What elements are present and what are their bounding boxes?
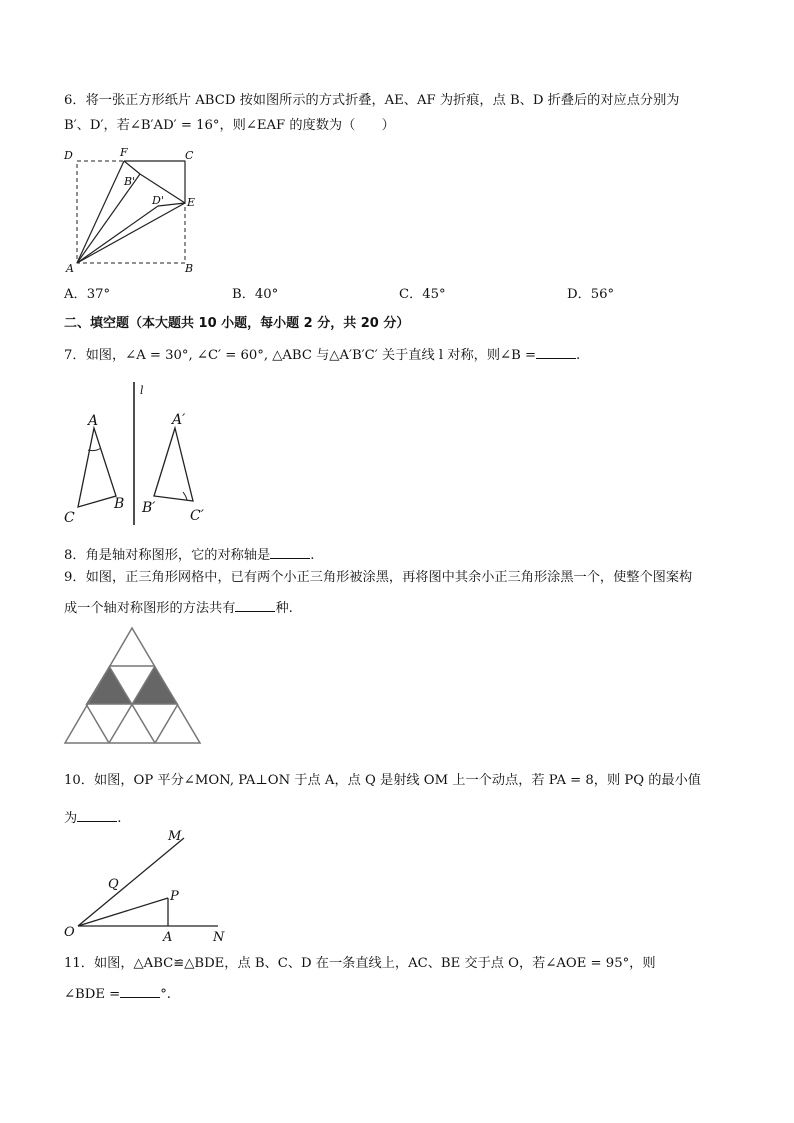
- q9-line1: 9．如图，正三角形网格中，已有两个小正三角形被涂黑，再将图中其余小正三角形涂黑一个，使整个图案构: [64, 570, 693, 585]
- q6-option-b: B．40°: [232, 287, 279, 302]
- label-E: E: [187, 196, 196, 209]
- label-N: N: [213, 930, 225, 945]
- q9-line2: 成一个轴对称图形的方法共有 种.: [64, 597, 293, 618]
- label-C1: C′: [190, 508, 204, 524]
- label-C: C: [64, 510, 75, 526]
- label-O: O: [64, 925, 75, 940]
- label-B1: B′: [142, 500, 156, 516]
- label-F: F: [120, 146, 128, 159]
- label-Q: Q: [108, 877, 119, 892]
- section-heading: 二、填空题（本大题共 10 小题，每小题 2 分，共 20 分）: [64, 316, 410, 331]
- q10-line2: 为 .: [64, 807, 121, 828]
- q11-line1: 11．如图，△ABC≌△BDE，点 B、C、D 在一条直线上，AC、BE 交于点 O，若∠AOE = 95°，则: [64, 956, 656, 971]
- q9-triangle-grid: [64, 628, 210, 748]
- label-D: D: [64, 149, 73, 162]
- q10-line1: 10．如图，OP 平分∠MON, PA⊥ON 于点 A，点 Q 是射线 OM 上一个动点，若 PA = 8，则 PQ 的最小值: [64, 773, 701, 788]
- q6-line2: B′、D′，若∠B′AD′ = 16°，则∠EAF 的度数为（ ）: [64, 118, 395, 133]
- q6-option-a: A．37°: [64, 287, 111, 302]
- label-A: A: [163, 930, 173, 945]
- label-B: B: [185, 262, 194, 275]
- label-A: A: [66, 262, 74, 275]
- label-D1: D': [152, 194, 164, 207]
- q6-option-d: D．56°: [567, 287, 615, 302]
- label-M: M: [168, 829, 182, 844]
- q8-line: 8．角是轴对称图形，它的对称轴是 .: [64, 544, 314, 565]
- q6-option-c: C．45°: [399, 287, 446, 302]
- q11-line2: ∠BDE = °.: [64, 983, 171, 1004]
- label-A: A: [88, 413, 99, 429]
- label-B1: B': [124, 175, 136, 188]
- q7-figure: [60, 380, 220, 530]
- label-A1: A′: [172, 412, 186, 428]
- label-B: B: [114, 496, 125, 512]
- q10-figure: [60, 828, 240, 948]
- q7-line: 7．如图，∠A = 30°, ∠C′ = 60°, △ABC 与△A′B′C′ 关于直线 l 对称，则∠B = .: [64, 344, 580, 365]
- label-P: P: [170, 889, 179, 904]
- label-C: C: [185, 149, 194, 162]
- q6-figure: [60, 146, 210, 276]
- label-l: l: [140, 384, 144, 397]
- q6-line1: 6．将一张正方形纸片 ABCD 按如图所示的方式折叠，AE、AF 为折痕，点 B、D 折叠后的对应点分别为: [64, 93, 680, 108]
